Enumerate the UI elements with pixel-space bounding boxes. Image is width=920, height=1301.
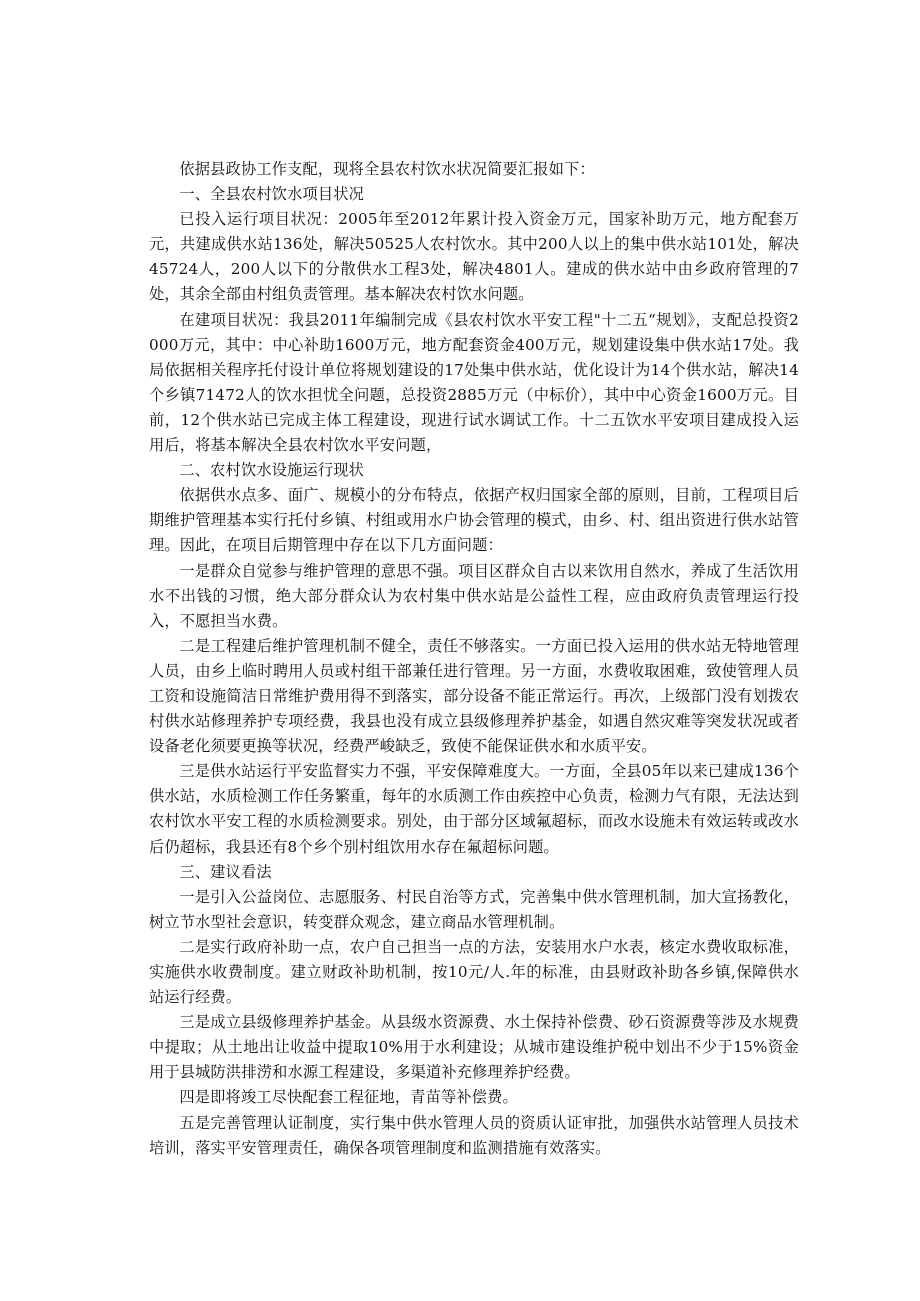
paragraph-suggestion-5: 五是完善管理认证制度，实行集中供水管理人员的资质认证审批，加强供水站管理人员技术培训，落实平安管理责任，确保各项管理制度和监测措施有效落实。: [149, 1113, 799, 1157]
paragraph-projects-under-construction: 在建项目状况：我县2011年编制完成《县农村饮水平安工程"十二五“规划》，支配总投资2000万元，其中：中心补助1600万元，地方配套资金400万元，规划建设集中供水站17处。我局依据相关程序托付设计单位将规划建设的17处集中供水站，优化设计为14个供水站，解决14个乡镇71472人的饮水担忧全问题，总投资2885万元（中标价），其中中心资金1600万元。目前，12个供水站已完成主体工程建设，现进行试水调试工作。十二五饮水平安项目建成投入运用后，将基本解决全县农村饮水平安问题，: [149, 310, 799, 455]
document-body: [149, 157, 799, 1161]
paragraph-issue-1: 一是群众自觉参与维护管理的意思不强。项目区群众自古以来饮用自然水，养成了生活饮用水不出钱的习惯，绝大部分群众认为农村集中供水站是公益性工程，应由政府负责管理运行投入，不愿担当水费。: [149, 561, 799, 630]
paragraph-issue-3: 三是供水站运行平安监督实力不强，平安保障难度大。一方面，全县05年以来已建成136个供水站，水质检测工作任务繁重，每年的水质测工作由疾控中心负责，检测力气有限，无法达到农村饮水平安工程的水质检测要求。别处，由于部分区域氟超标，而改水设施未有效运转或改水后仍超标，我县还有8个乡个别村组饮用水存在氟超标问题。: [149, 762, 799, 856]
paragraph-suggestion-4: 四是即将竣工尽快配套工程征地，青苗等补偿费。: [179, 1088, 518, 1107]
paragraph-issue-2: 二是工程建后维护管理机制不健全，责任不够落实。一方面已投入运用的供水站无特地管理人员，由乡上临时聘用人员或村组干部兼任进行管理。另一方面，水费收取困难，致使管理人员工资和设施简洁日常维护费用得不到落实，部分设备不能正常运行。再次，上级部门没有划拨农村供水站修理养护专项经费，我县也没有成立县级修理养护基金，如遇自然灾难等突发状况或者设备老化须要更换等状况，经费严峻缺乏，致使不能保证供水和水质平安。: [149, 636, 799, 756]
section-heading-3: 三、建议看法: [179, 862, 272, 881]
paragraph-current-status: 依据供水点多、面广、规模小的分布特点，依据产权归国家全部的原则，目前，工程项目后期维护管理基本实行托付乡镇、村组或用水户协会管理的模式，由乡、村、组出资进行供水站管理。因此，在项目后期管理中存在以下几方面问题：: [149, 486, 799, 555]
paragraph-suggestion-3: 三是成立县级修理养护基金。从县级水资源费、水土保持补偿费、砂石资源费等涉及水规费中提取；从土地出让收益中提取10%用于水利建设；从城市建设维护税中划出不少于15%资金用于县城防洪排涝和水源工程建设，多渠道补充修理养护经费。: [149, 1013, 799, 1082]
paragraph-suggestion-1: 一是引入公益岗位、志愿服务、村民自治等方式，完善集中供水管理机制，加大宣扬教化，树立节水型社会意识，转变群众观念，建立商品水管理机制。: [149, 887, 799, 931]
section-heading-1: 一、全县农村饮水项目状况: [179, 185, 365, 204]
paragraph-suggestion-2: 二是实行政府补助一点，农户自己担当一点的方法，安装用水户水表，核定水费收取标准，实施供水收费制度。建立财政补助机制，按10元/人.年的标准，由县财政补助各乡镇,保障供水站运行经费。: [149, 937, 799, 1007]
intro-paragraph: 依据县政协工作支配，现将全县农村饮水状况简要汇报如下：: [179, 160, 595, 178]
section-heading-2: 二、农村饮水设施运行现状: [179, 461, 365, 480]
paragraph-operating-projects: 已投入运行项目状况：2005年至2012年累计投入资金万元，国家补助万元，地方配套万元，共建成供水站136处，解决50525人农村饮水。其中200人以上的集中供水站101处，解决45724人，200人以下的分散供水工程3处，解决4801人。建成的供水站中由乡政府管理的7处，其余全部由村组负责管理。基本解决农村饮水问题。: [149, 210, 799, 304]
